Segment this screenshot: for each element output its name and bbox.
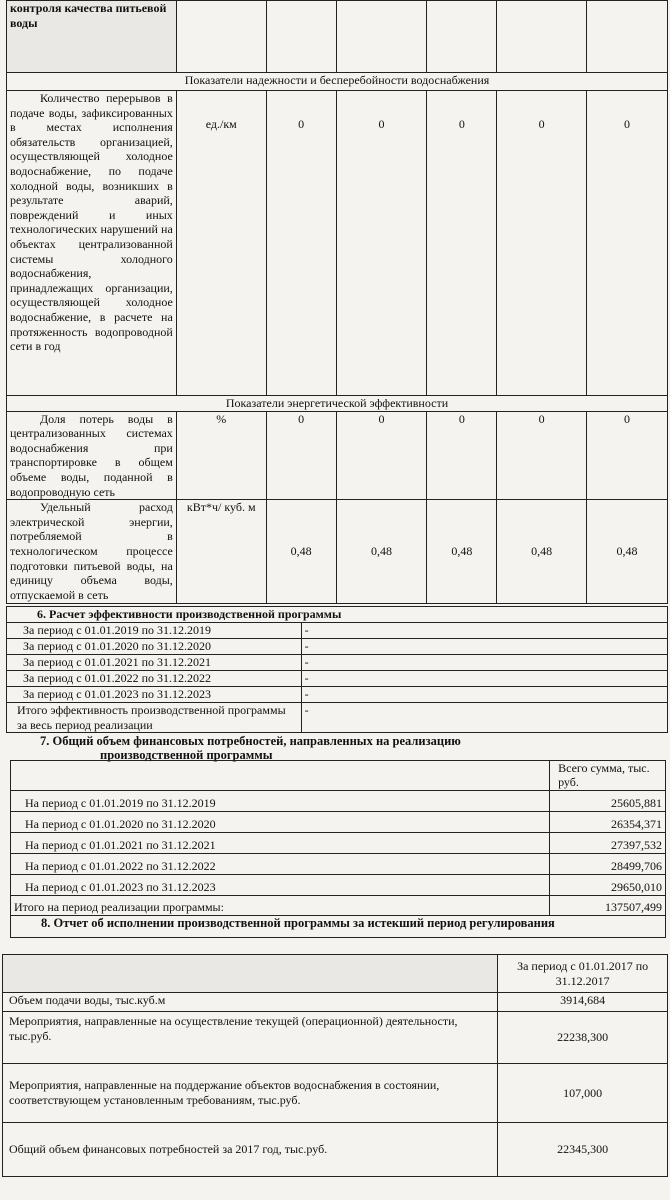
efficiency-value: - <box>301 655 667 671</box>
financial-value: 25605,881 <box>550 791 666 812</box>
electricity-unit: кВт*ч/ куб. м <box>176 500 266 604</box>
quality-label: контроля качества питьевой воды <box>7 1 177 73</box>
financial-row <box>11 854 666 875</box>
section7-title-line2: производственной программы <box>100 748 273 762</box>
water-loss-unit: % <box>176 411 266 500</box>
electricity-value-2022: 0,48 <box>497 500 587 604</box>
electricity-label: Удельный расход электрической энергии, потребляемой в технологическом процессе подготовки питьевой воды, на единицу объема воды, отпускаемой в сеть <box>7 500 177 604</box>
report-row <box>3 1064 668 1123</box>
electricity-row <box>7 500 668 604</box>
electricity-value-2021: 0,48 <box>427 500 497 604</box>
financial-value: 26354,371 <box>550 812 666 833</box>
financial-value: 27397,532 <box>550 833 666 854</box>
report-label: Мероприятия, направленные на поддержание объектов водоснабжения в состоянии, соответствующем установленным требованиям, тыс.руб. <box>3 1064 498 1123</box>
efficiency-period: За период с 01.01.2022 по 31.12.2022 <box>7 671 302 687</box>
report-value: 22345,300 <box>498 1123 668 1177</box>
reliability-row <box>7 91 668 396</box>
quality-row <box>7 1 668 73</box>
section7-title-line1: 7. Общий объем финансовых потребностей, направленных на реализацию <box>40 734 461 748</box>
efficiency-value: - <box>301 671 667 687</box>
water-loss-value-2021: 0 <box>427 411 497 500</box>
financial-total-value: 137507,499 <box>550 896 666 916</box>
reliability-value-2019: 0 <box>266 91 336 396</box>
electricity-value-2019: 0,48 <box>266 500 336 604</box>
water-loss-value-2019: 0 <box>266 411 336 500</box>
reliability-unit: ед./км <box>176 91 266 396</box>
financial-period: На период с 01.01.2019 по 31.12.2019 <box>11 791 550 812</box>
efficiency-table <box>6 606 668 733</box>
efficiency-row <box>7 639 668 655</box>
financial-period: На период с 01.01.2020 по 31.12.2020 <box>11 812 550 833</box>
section6-title: 6. Расчет эффективности производственной программы <box>7 607 668 623</box>
financial-needs-table <box>10 760 666 938</box>
financial-period: На период с 01.01.2022 по 31.12.2022 <box>11 854 550 875</box>
report-row <box>3 1123 668 1177</box>
water-loss-label: Доля потерь воды в централизованных системах водоснабжения при транспортировке в общем объеме воды, поданной в водопроводную сеть <box>7 411 177 500</box>
financial-period: На период с 01.01.2021 по 31.12.2021 <box>11 833 550 854</box>
reliability-value-2020: 0 <box>336 91 427 396</box>
financial-row <box>11 833 666 854</box>
report-value: 3914,684 <box>498 993 668 1012</box>
efficiency-row <box>7 671 668 687</box>
financial-total-row <box>11 896 666 916</box>
reliability-header: Показатели надежности и бесперебойности водоснабжения <box>7 73 668 91</box>
efficiency-period: За период с 01.01.2023 по 31.12.2023 <box>7 687 302 703</box>
financial-row <box>11 875 666 896</box>
financial-total-label: Итого на период реализации программы: <box>11 896 550 916</box>
efficiency-value: - <box>301 639 667 655</box>
report-label: Мероприятия, направленные на осуществление текущей (операционной) деятельности, тыс.руб. <box>3 1012 498 1064</box>
efficiency-row <box>7 623 668 639</box>
efficiency-row <box>7 655 668 671</box>
report-label: Общий объем финансовых потребностей за 2017 год, тыс.руб. <box>3 1123 498 1177</box>
reliability-value-2023: 0 <box>587 91 668 396</box>
water-loss-value-2023: 0 <box>587 411 668 500</box>
efficiency-period: За период с 01.01.2021 по 31.12.2021 <box>7 655 302 671</box>
financial-value: 28499,706 <box>550 854 666 875</box>
report-label: Объем подачи воды, тыс.куб.м <box>3 993 498 1012</box>
financial-period: На период с 01.01.2023 по 31.12.2023 <box>11 875 550 896</box>
financial-row <box>11 791 666 812</box>
efficiency-total-value: - <box>301 703 667 733</box>
efficiency-period: За период с 01.01.2020 по 31.12.2020 <box>7 639 302 655</box>
report-row <box>3 1012 668 1064</box>
efficiency-value: - <box>301 623 667 639</box>
financial-value: 29650,010 <box>550 875 666 896</box>
report-table <box>2 954 668 1177</box>
report-value: 22238,300 <box>498 1012 668 1064</box>
energy-header: Показатели энергетической эффективности <box>7 396 668 412</box>
electricity-value-2023: 0,48 <box>587 500 668 604</box>
efficiency-total-label: Итого эффективность производственной программы за весь период реализации <box>7 703 302 733</box>
reliability-value-2021: 0 <box>427 91 497 396</box>
section8-title: 8. Отчет об исполнении производственной программы за истекший период регулирования <box>11 916 666 938</box>
water-loss-value-2022: 0 <box>497 411 587 500</box>
report-row <box>3 993 668 1012</box>
water-loss-value-2020: 0 <box>336 411 427 500</box>
efficiency-total-row <box>7 703 668 733</box>
water-loss-row <box>7 411 668 500</box>
efficiency-period: За период с 01.01.2019 по 31.12.2019 <box>7 623 302 639</box>
section7-title <box>40 734 640 762</box>
report-period-header: За период с 01.01.2017 по 31.12.2017 <box>498 955 668 993</box>
report-value: 107,000 <box>498 1064 668 1123</box>
financial-row <box>11 812 666 833</box>
efficiency-row <box>7 687 668 703</box>
efficiency-value: - <box>301 687 667 703</box>
reliability-value-2022: 0 <box>497 91 587 396</box>
electricity-value-2020: 0,48 <box>336 500 427 604</box>
indicators-table <box>6 0 668 604</box>
reliability-label: Количество перерывов в подаче воды, зафиксированных в местах исполнения обязательств организацией, осуществляющей холодное водоснабжение, по подаче холодной воды, возникших в результате аварий, повреждений и иных технологических нарушений на объектах централизованной системы холодного водоснабжения, принадлежащих организации, осуществляющей холодное водоснабжение, в расчете на протяженность водопроводной сети в год <box>7 91 177 396</box>
sum-header: Всего сумма, тыс. руб. <box>550 761 666 791</box>
